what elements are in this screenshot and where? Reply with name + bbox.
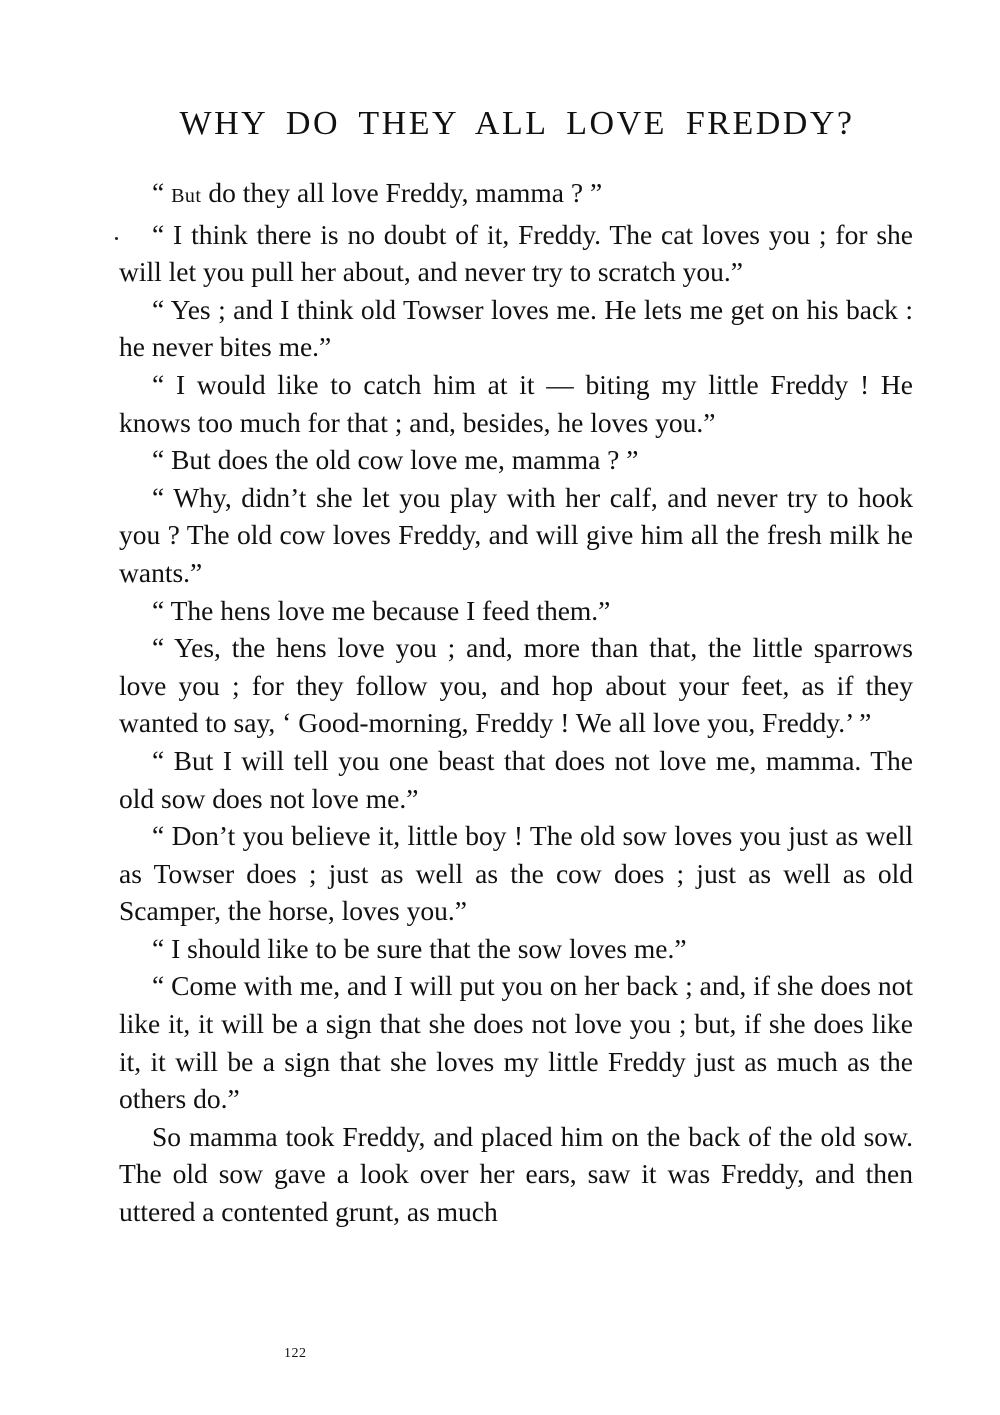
paragraph: “ I would like to catch him at it — biting my little Freddy ! He knows too much for that ; and, besides, he loves you.” <box>119 368 913 438</box>
paragraph: “ But I will tell you one beast that does not love me, mamma. The old sow does not love me.” <box>119 744 913 814</box>
paragraph: “ I should like to be sure that the sow loves me.” <box>152 932 687 964</box>
paragraph: So mamma took Freddy, and placed him on the back of the old sow. The old sow gave a look over her ears, saw it was Freddy, and then uttered a contented grunt, as much <box>119 1120 913 1228</box>
paragraph: “ I think there is no doubt of it, Freddy. The cat loves you ; for she will let you pull her about, and never try to scratch you.” <box>119 218 913 288</box>
opening-rest: do they all love Freddy, mamma ? ” <box>201 177 603 208</box>
paragraph: “ Why, didn’t she let you play with her calf, and never try to hook you ? The old cow loves Freddy, and will give him all the fresh milk he wants.” <box>119 481 913 588</box>
stray-ink-mark <box>115 237 118 240</box>
paragraph: “ But does the old cow love me, mamma ? ” <box>152 444 639 476</box>
page-number: 122 <box>284 1346 307 1361</box>
chapter-title: WHY DO THEY ALL LOVE FREDDY? <box>179 105 855 142</box>
chapter-body <box>119 174 913 1231</box>
paragraph: “ Don’t you believe it, little boy ! The old sow loves you just as well as Towser does ; just as well as the cow does ; just as well as old Scamper, the horse, loves you.” <box>119 820 913 927</box>
opening-quote: “ <box>152 177 172 208</box>
paragraph: “ Come with me, and I will put you on her back ; and, if she does not like it, it will be a sign that she does not love you ; but, if she does like it, it will be a sign that she loves my little Freddy just as much as the others do.” <box>119 970 913 1115</box>
opening-small-caps-word: But <box>171 185 202 207</box>
paragraph-opening <box>119 174 913 216</box>
paragraph: “ Yes ; and I think old Towser loves me. He lets me get on his back : he never bites me.” <box>119 293 913 363</box>
paragraph: “ Yes, the hens love you ; and, more than that, the little sparrows love you ; for they follow you, and hop about your feet, as if they wanted to say, ‘ Good-morning, Freddy ! We all love you, Freddy.’ ” <box>119 632 913 739</box>
paragraph: “ The hens love me because I feed them.” <box>152 594 611 626</box>
